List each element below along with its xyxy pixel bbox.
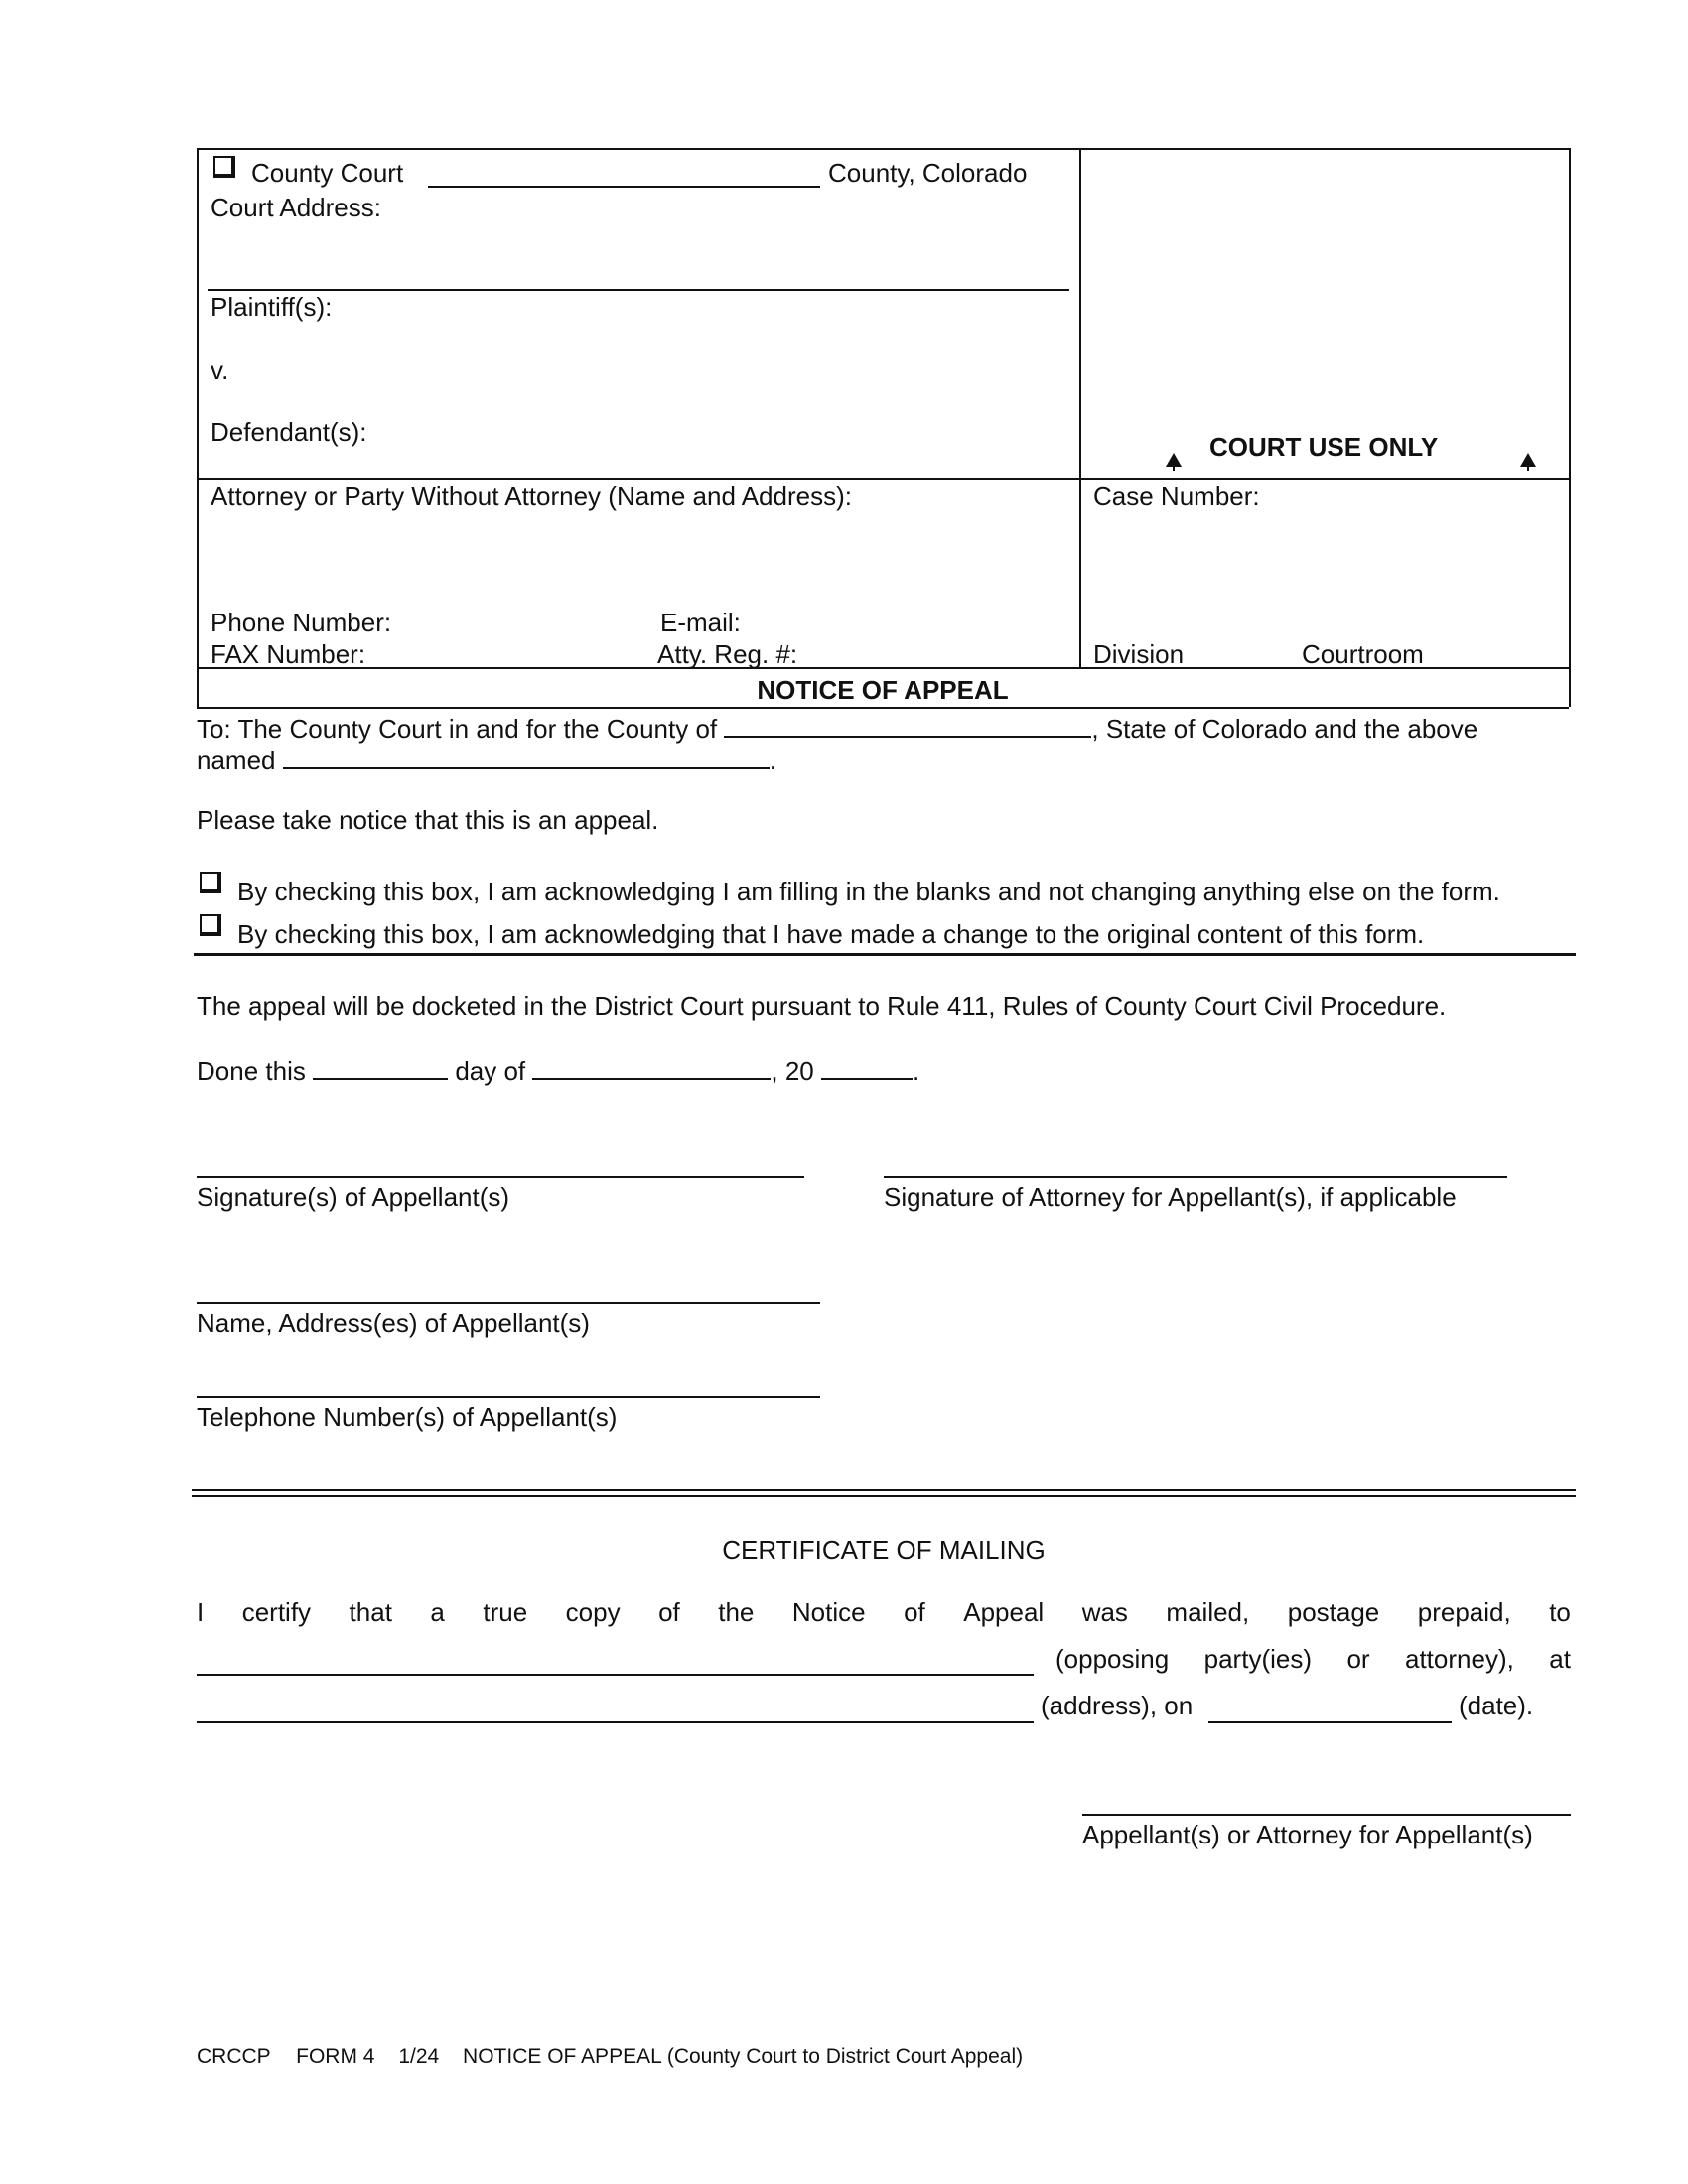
ack-changed-checkbox[interactable] (200, 914, 221, 936)
opposing-party-field[interactable] (197, 1644, 1034, 1676)
cert-word: certify (241, 1597, 312, 1627)
court-use-only-label: COURT USE ONLY (1209, 432, 1439, 462)
done-day-field[interactable] (313, 1054, 448, 1080)
attorney-signature-label: Signature of Attorney for Appellant(s), if applicable (884, 1182, 1457, 1212)
telephone-label: Telephone Number(s) of Appellant(s) (197, 1402, 618, 1432)
mail-date-field[interactable] (1208, 1692, 1452, 1723)
cert-word: or (1346, 1644, 1370, 1674)
done-suffix: . (912, 1056, 920, 1086)
courtroom-label: Courtroom (1302, 639, 1424, 669)
double-rule (192, 1489, 1576, 1497)
done-year-field[interactable] (821, 1054, 913, 1080)
cert-word: was (1081, 1597, 1128, 1627)
done-day-of: day of (455, 1056, 526, 1086)
docket-text: The appeal will be docketed in the District Court pursuant to Rule 411, Rules of County Court Civil Procedure. (197, 991, 1447, 1021)
defendant-label: Defendant(s): (211, 417, 367, 447)
address-label: (address), on (1041, 1691, 1194, 1720)
cert-word: I (197, 1597, 205, 1627)
county-court-checkbox[interactable] (213, 156, 235, 178)
done-line (197, 1054, 919, 1087)
footer-code: CRCCP (197, 2045, 271, 2068)
done-year-prefix: , 20 (771, 1056, 814, 1086)
cert-word: at (1549, 1644, 1571, 1674)
cert-word: prepaid, (1417, 1597, 1511, 1627)
appellant-signature-field[interactable] (197, 1176, 804, 1178)
court-address-label: Court Address: (211, 193, 381, 222)
intro-named-suffix: . (769, 746, 776, 775)
county-suffix: County, Colorado (828, 158, 1028, 188)
cert-word: to (1549, 1597, 1571, 1627)
cert-word: Notice (791, 1597, 866, 1627)
name-address-label: Name, Address(es) of Appellant(s) (197, 1308, 590, 1338)
arrow-up-icon (1520, 453, 1536, 467)
intro-line-2 (197, 744, 776, 776)
cert-word: attorney), (1405, 1644, 1514, 1674)
certificate-signature-field[interactable] (1082, 1814, 1571, 1816)
notice-text: Please take notice that this is an appeal. (197, 805, 659, 835)
name-address-field[interactable] (197, 1302, 820, 1304)
divider (194, 953, 1576, 956)
cert-word: copy (565, 1597, 621, 1627)
case-number-label: Case Number: (1093, 481, 1260, 511)
cert-word: (opposing (1055, 1644, 1170, 1674)
cert-word: of (904, 1597, 925, 1627)
done-prefix: Done this (197, 1056, 306, 1086)
cert-word: that (349, 1597, 392, 1627)
form-title: NOTICE OF APPEAL (757, 675, 1009, 705)
certificate-signer-label: Appellant(s) or Attorney for Appellant(s) (1082, 1820, 1533, 1849)
cert-word: postage (1287, 1597, 1380, 1627)
intro-to-suffix: , State of Colorado and the above (1091, 714, 1478, 744)
intro-to-prefix: To: The County Court in and for the County of (197, 714, 718, 744)
phone-label: Phone Number: (211, 608, 392, 637)
footer-form: FORM 4 (296, 2045, 375, 2068)
county-court-label: County Court (251, 158, 404, 188)
cert-word: a (430, 1597, 445, 1627)
appellant-signature-label: Signature(s) of Appellant(s) (197, 1182, 510, 1212)
county-name-field[interactable] (428, 156, 820, 188)
footer-description: NOTICE OF APPEAL (County Court to District Court Appeal) (463, 2045, 1024, 2068)
fax-label: FAX Number: (211, 639, 366, 669)
attorney-signature-field[interactable] (884, 1176, 1507, 1178)
versus-label: v. (211, 355, 229, 385)
attorney-label: Attorney or Party Without Attorney (Name and Address): (211, 481, 852, 511)
cert-word: true (483, 1597, 528, 1627)
footer (197, 2045, 1023, 2069)
date-label: (date). (1459, 1691, 1534, 1720)
certificate-line-1 (197, 1597, 1571, 1628)
plaintiff-label: Plaintiff(s): (211, 292, 333, 322)
cert-word: party(ies) (1203, 1644, 1312, 1674)
cert-word: Appeal (963, 1597, 1045, 1627)
ack-no-change-checkbox[interactable] (200, 872, 221, 893)
address-field[interactable] (197, 1692, 1034, 1723)
intro-line-1 (197, 712, 1571, 745)
arrow-up-icon (1166, 453, 1182, 467)
cert-word: mailed, (1166, 1597, 1250, 1627)
certificate-line-2 (1055, 1644, 1571, 1675)
named-party-field[interactable] (283, 744, 770, 769)
email-label: E-mail: (660, 608, 741, 637)
atty-reg-label: Atty. Reg. #: (657, 639, 798, 669)
county-field[interactable] (724, 712, 1091, 738)
intro-named-prefix: named (197, 746, 276, 775)
certificate-title: CERTIFICATE OF MAILING (722, 1535, 1046, 1565)
cert-word: the (718, 1597, 755, 1627)
telephone-field[interactable] (197, 1396, 820, 1398)
division-label: Division (1093, 639, 1185, 669)
ack-no-change-label: By checking this box, I am acknowledging I am filling in the blanks and not changing anything else on the form. (237, 877, 1500, 906)
done-month-field[interactable] (532, 1054, 771, 1080)
footer-revision: 1/24 (398, 2045, 440, 2068)
cert-word: of (658, 1597, 680, 1627)
ack-changed-label: By checking this box, I am acknowledging that I have made a change to the original content of this form. (237, 919, 1425, 949)
